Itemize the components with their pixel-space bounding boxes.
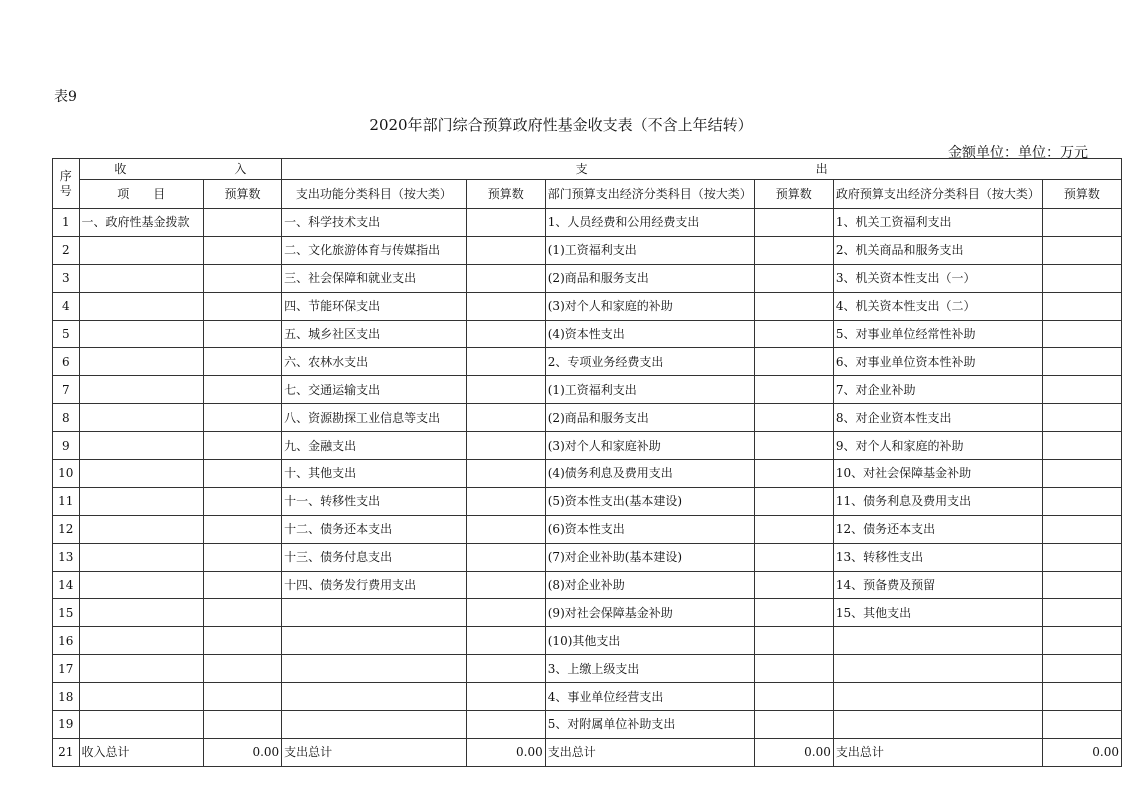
dept-econ-header: 部门预算支出经济分类科目（按大类） <box>545 180 754 209</box>
gov-econ-cell: 11、债务利息及费用支出 <box>833 487 1042 515</box>
dept-amount-cell <box>754 487 833 515</box>
amount-unit: 金额单位：单位：万元 <box>948 145 1088 161</box>
row-seq: 16 <box>53 627 80 655</box>
func-amount-cell <box>466 236 545 264</box>
row-seq: 7 <box>53 376 80 404</box>
dept-total-label: 支出总计 <box>545 738 754 766</box>
func-class-cell: 九、金融支出 <box>282 432 467 460</box>
table-row <box>53 683 1122 711</box>
gov-amount-cell <box>1042 320 1121 348</box>
gov-econ-cell <box>833 627 1042 655</box>
func-amount-cell <box>466 571 545 599</box>
dept-amount-cell <box>754 348 833 376</box>
func-amount-cell <box>466 655 545 683</box>
table-row <box>53 264 1122 292</box>
table-row <box>53 376 1122 404</box>
dept-econ-cell: (6)资本性支出 <box>545 515 754 543</box>
header-row-columns <box>53 180 1122 209</box>
dept-econ-cell: (1)工资福利支出 <box>545 236 754 264</box>
func-class-cell: 十一、转移性支出 <box>282 487 467 515</box>
func-amount-cell <box>466 515 545 543</box>
gov-amount-cell <box>1042 515 1121 543</box>
row-seq: 17 <box>53 655 80 683</box>
dept-amount-cell <box>754 432 833 460</box>
income-item-cell <box>79 376 203 404</box>
income-amount-cell <box>203 348 281 376</box>
func-budget-header: 预算数 <box>466 180 545 209</box>
func-class-cell: 四、节能环保支出 <box>282 292 467 320</box>
func-amount-cell <box>466 209 545 237</box>
dept-econ-cell: (3)对个人和家庭补助 <box>545 432 754 460</box>
income-item-cell <box>79 627 203 655</box>
income-item-cell <box>79 655 203 683</box>
dept-total-amount: 0.00 <box>754 738 833 766</box>
income-group-header: 收 入 <box>79 159 282 180</box>
row-seq: 18 <box>53 683 80 711</box>
dept-econ-cell: (5)资本性支出(基本建设) <box>545 487 754 515</box>
dept-econ-cell: (1)工资福利支出 <box>545 376 754 404</box>
dept-econ-cell: (4)债务利息及费用支出 <box>545 460 754 488</box>
gov-econ-cell: 12、债务还本支出 <box>833 515 1042 543</box>
gov-econ-cell: 5、对事业单位经常性补助 <box>833 320 1042 348</box>
income-amount-cell <box>203 627 281 655</box>
income-amount-cell <box>203 432 281 460</box>
income-amount-cell <box>203 320 281 348</box>
gov-amount-cell <box>1042 209 1121 237</box>
dept-amount-cell <box>754 376 833 404</box>
income-amount-cell <box>203 571 281 599</box>
table-row <box>53 543 1122 571</box>
income-amount-cell <box>203 209 281 237</box>
gov-amount-cell <box>1042 711 1121 739</box>
gov-econ-cell: 2、机关商品和服务支出 <box>833 236 1042 264</box>
table-row <box>53 487 1122 515</box>
row-seq: 2 <box>53 236 80 264</box>
income-amount-cell <box>203 711 281 739</box>
income-item-cell <box>79 432 203 460</box>
func-class-cell: 二、文化旅游体育与传媒指出 <box>282 236 467 264</box>
gov-econ-cell: 4、机关资本性支出（二） <box>833 292 1042 320</box>
func-class-cell <box>282 711 467 739</box>
gov-amount-cell <box>1042 655 1121 683</box>
table-row <box>53 655 1122 683</box>
dept-amount-cell <box>754 515 833 543</box>
gov-total-label: 支出总计 <box>833 738 1042 766</box>
func-amount-cell <box>466 599 545 627</box>
income-item-cell <box>79 348 203 376</box>
row-seq: 4 <box>53 292 80 320</box>
gov-econ-cell: 6、对事业单位资本性补助 <box>833 348 1042 376</box>
income-item-cell <box>79 404 203 432</box>
func-amount-cell <box>466 292 545 320</box>
gov-budget-header: 预算数 <box>1042 180 1121 209</box>
row-seq: 3 <box>53 264 80 292</box>
income-item-cell <box>79 571 203 599</box>
dept-budget-header: 预算数 <box>754 180 833 209</box>
func-amount-cell <box>466 543 545 571</box>
table-row <box>53 627 1122 655</box>
func-class-cell: 十三、债务付息支出 <box>282 543 467 571</box>
func-amount-cell <box>466 264 545 292</box>
income-item-cell <box>79 460 203 488</box>
func-class-cell <box>282 655 467 683</box>
income-amount-cell <box>203 487 281 515</box>
row-seq: 6 <box>53 348 80 376</box>
gov-econ-cell: 9、对个人和家庭的补助 <box>833 432 1042 460</box>
table-row <box>53 348 1122 376</box>
income-item-cell <box>79 711 203 739</box>
income-amount-cell <box>203 515 281 543</box>
dept-amount-cell <box>754 543 833 571</box>
dept-amount-cell <box>754 599 833 627</box>
dept-econ-cell: 4、事业单位经营支出 <box>545 683 754 711</box>
dept-amount-cell <box>754 711 833 739</box>
dept-econ-cell: 3、上缴上级支出 <box>545 655 754 683</box>
func-amount-cell <box>466 348 545 376</box>
income-item-header: 项 目 <box>79 180 203 209</box>
income-amount-cell <box>203 236 281 264</box>
income-item-cell <box>79 683 203 711</box>
gov-econ-cell: 8、对企业资本性支出 <box>833 404 1042 432</box>
row-seq: 14 <box>53 571 80 599</box>
income-amount-cell <box>203 543 281 571</box>
dept-econ-cell: (7)对企业补助(基本建设) <box>545 543 754 571</box>
gov-econ-cell: 3、机关资本性支出（一） <box>833 264 1042 292</box>
row-seq: 8 <box>53 404 80 432</box>
row-seq: 19 <box>53 711 80 739</box>
dept-amount-cell <box>754 264 833 292</box>
table-row <box>53 571 1122 599</box>
table-label: 表9 <box>54 89 77 105</box>
row-seq: 15 <box>53 599 80 627</box>
dept-amount-cell <box>754 320 833 348</box>
gov-amount-cell <box>1042 543 1121 571</box>
func-class-header: 支出功能分类科目（按大类） <box>282 180 467 209</box>
row-seq: 1 <box>53 209 80 237</box>
gov-amount-cell <box>1042 432 1121 460</box>
func-amount-cell <box>466 320 545 348</box>
dept-econ-cell: (2)商品和服务支出 <box>545 404 754 432</box>
income-item-cell <box>79 487 203 515</box>
row-seq: 12 <box>53 515 80 543</box>
header-row-groups <box>53 159 1122 180</box>
func-class-cell: 一、科学技术支出 <box>282 209 467 237</box>
gov-econ-cell: 15、其他支出 <box>833 599 1042 627</box>
gov-amount-cell <box>1042 404 1121 432</box>
dept-amount-cell <box>754 627 833 655</box>
dept-amount-cell <box>754 292 833 320</box>
dept-amount-cell <box>754 404 833 432</box>
table-row <box>53 460 1122 488</box>
budget-table <box>52 158 1122 767</box>
func-class-cell: 五、城乡社区支出 <box>282 320 467 348</box>
gov-amount-cell <box>1042 264 1121 292</box>
func-total-label: 支出总计 <box>282 738 467 766</box>
income-total-label: 收入总计 <box>79 738 203 766</box>
table-row <box>53 599 1122 627</box>
func-class-cell: 七、交通运输支出 <box>282 376 467 404</box>
income-budget-header: 预算数 <box>203 180 281 209</box>
row-seq: 11 <box>53 487 80 515</box>
func-amount-cell <box>466 711 545 739</box>
gov-amount-cell <box>1042 683 1121 711</box>
gov-econ-cell: 10、对社会保障基金补助 <box>833 460 1042 488</box>
income-amount-cell <box>203 292 281 320</box>
dept-econ-cell: (8)对企业补助 <box>545 571 754 599</box>
func-amount-cell <box>466 627 545 655</box>
row-seq: 9 <box>53 432 80 460</box>
income-amount-cell <box>203 376 281 404</box>
gov-amount-cell <box>1042 599 1121 627</box>
expense-group-header: 支 出 <box>282 159 1122 180</box>
income-amount-cell <box>203 683 281 711</box>
income-item-cell <box>79 599 203 627</box>
dept-amount-cell <box>754 460 833 488</box>
table-row <box>53 209 1122 237</box>
func-class-cell <box>282 627 467 655</box>
dept-econ-cell: (4)资本性支出 <box>545 320 754 348</box>
gov-econ-cell: 7、对企业补助 <box>833 376 1042 404</box>
dept-amount-cell <box>754 236 833 264</box>
table-row <box>53 320 1122 348</box>
gov-econ-cell <box>833 655 1042 683</box>
gov-amount-cell <box>1042 627 1121 655</box>
gov-total-amount: 0.00 <box>1042 738 1121 766</box>
func-class-cell <box>282 599 467 627</box>
gov-econ-cell: 1、机关工资福利支出 <box>833 209 1042 237</box>
income-item-cell <box>79 264 203 292</box>
income-amount-cell <box>203 264 281 292</box>
income-amount-cell <box>203 404 281 432</box>
func-amount-cell <box>466 376 545 404</box>
gov-econ-cell: 14、预备费及预留 <box>833 571 1042 599</box>
dept-amount-cell <box>754 209 833 237</box>
func-class-cell: 十二、债务还本支出 <box>282 515 467 543</box>
func-class-cell: 十、其他支出 <box>282 460 467 488</box>
table-row <box>53 711 1122 739</box>
income-item-cell: 一、政府性基金拨款 <box>79 209 203 237</box>
income-item-cell <box>79 320 203 348</box>
row-seq: 5 <box>53 320 80 348</box>
func-amount-cell <box>466 432 545 460</box>
table-row <box>53 292 1122 320</box>
dept-econ-cell: (9)对社会保障基金补助 <box>545 599 754 627</box>
func-total-amount: 0.00 <box>466 738 545 766</box>
dept-econ-cell: 1、人员经费和公用经费支出 <box>545 209 754 237</box>
gov-econ-cell: 13、转移性支出 <box>833 543 1042 571</box>
dept-econ-cell: 5、对附属单位补助支出 <box>545 711 754 739</box>
table-row <box>53 515 1122 543</box>
gov-amount-cell <box>1042 348 1121 376</box>
func-class-cell: 三、社会保障和就业支出 <box>282 264 467 292</box>
row-seq: 10 <box>53 460 80 488</box>
seq-header <box>53 159 80 209</box>
income-total-amount: 0.00 <box>203 738 281 766</box>
func-class-cell: 八、资源勘探工业信息等支出 <box>282 404 467 432</box>
func-class-cell: 十四、债务发行费用支出 <box>282 571 467 599</box>
totals-row <box>53 738 1122 766</box>
gov-amount-cell <box>1042 292 1121 320</box>
seq-header-label: 序号 <box>59 168 72 198</box>
dept-econ-cell: 2、专项业务经费支出 <box>545 348 754 376</box>
gov-econ-header: 政府预算支出经济分类科目（按大类） <box>833 180 1042 209</box>
income-item-cell <box>79 543 203 571</box>
dept-econ-cell: (3)对个人和家庭的补助 <box>545 292 754 320</box>
func-class-cell: 六、农林水支出 <box>282 348 467 376</box>
func-amount-cell <box>466 404 545 432</box>
income-amount-cell <box>203 599 281 627</box>
gov-amount-cell <box>1042 487 1121 515</box>
income-item-cell <box>79 292 203 320</box>
table-row <box>53 432 1122 460</box>
income-item-cell <box>79 515 203 543</box>
gov-amount-cell <box>1042 236 1121 264</box>
func-amount-cell <box>466 460 545 488</box>
income-amount-cell <box>203 460 281 488</box>
func-amount-cell <box>466 683 545 711</box>
dept-econ-cell: (10)其他支出 <box>545 627 754 655</box>
row-seq: 13 <box>53 543 80 571</box>
gov-econ-cell <box>833 711 1042 739</box>
gov-amount-cell <box>1042 376 1121 404</box>
gov-amount-cell <box>1042 460 1121 488</box>
gov-amount-cell <box>1042 571 1121 599</box>
dept-amount-cell <box>754 683 833 711</box>
dept-amount-cell <box>754 571 833 599</box>
dept-econ-cell: (2)商品和服务支出 <box>545 264 754 292</box>
func-class-cell <box>282 683 467 711</box>
income-item-cell <box>79 236 203 264</box>
func-amount-cell <box>466 487 545 515</box>
page-title: 2020年部门综合预算政府性基金收支表（不含上年结转） <box>369 116 753 134</box>
dept-amount-cell <box>754 655 833 683</box>
table-row <box>53 404 1122 432</box>
gov-econ-cell <box>833 683 1042 711</box>
income-amount-cell <box>203 655 281 683</box>
table-row <box>53 236 1122 264</box>
totals-seq: 21 <box>53 738 80 766</box>
